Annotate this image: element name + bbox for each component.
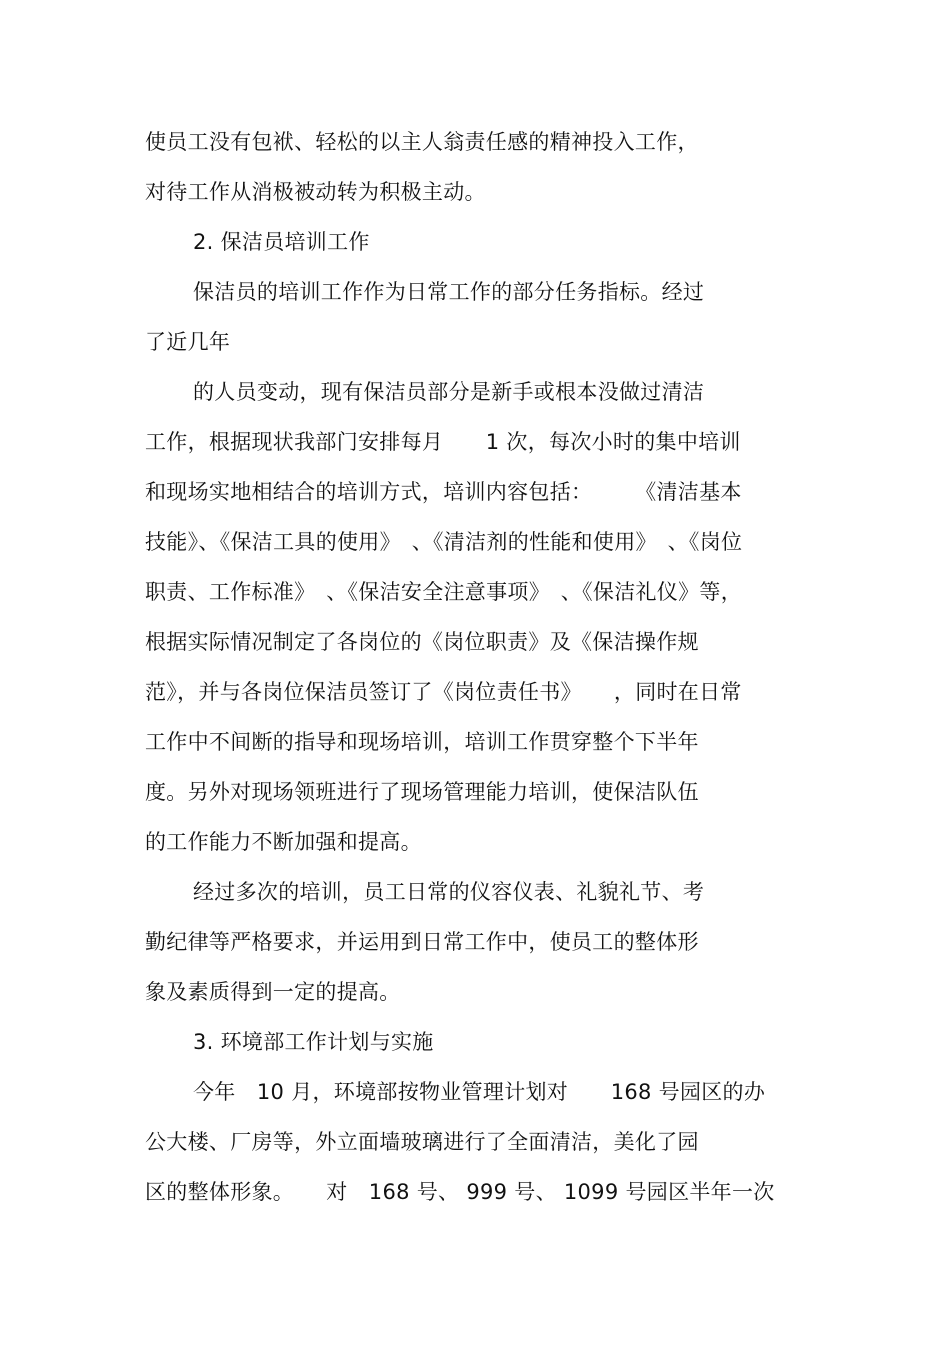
paragraph-line: 范》，并与各岗位保洁员签订了《岗位责任书》 ，同时在日常	[145, 680, 742, 704]
paragraph-line: 区的整体形象。 对 168 号、 999 号、 1099 号园区半年一次	[145, 1180, 775, 1204]
paragraph-line: 了近几年	[145, 330, 231, 354]
section-heading: 2. 保洁员培训工作	[193, 230, 370, 254]
paragraph-line: 度。另外对现场领班进行了现场管理能力培训，使保洁队伍	[145, 780, 699, 804]
paragraph-line: 对待工作从消极被动转为积极主动。	[145, 180, 486, 204]
paragraph-line: 象及素质得到一定的提高。	[145, 980, 401, 1004]
paragraph-line: 的人员变动，现有保洁员部分是新手或根本没做过清洁	[193, 380, 705, 404]
paragraph-line: 职责、工作标准》 、《保洁安全注意事项》 、《保洁礼仪》等，	[145, 580, 742, 604]
paragraph-line: 保洁员的培训工作作为日常工作的部分任务指标。经过	[193, 280, 705, 304]
paragraph-line: 使员工没有包袱、轻松的以主人翁责任感的精神投入工作，	[145, 130, 699, 154]
paragraph-line: 经过多次的培训，员工日常的仪容仪表、礼貌礼节、考	[193, 880, 705, 904]
section-heading: 3. 环境部工作计划与实施	[193, 1030, 434, 1054]
paragraph-line: 公大楼、厂房等，外立面墙玻璃进行了全面清洁，美化了园	[145, 1130, 699, 1154]
paragraph-line: 的工作能力不断加强和提高。	[145, 830, 422, 854]
paragraph-line: 根据实际情况制定了各岗位的《岗位职责》及《保洁操作规	[145, 630, 699, 654]
paragraph-line: 勤纪律等严格要求，并运用到日常工作中，使员工的整体形	[145, 930, 699, 954]
paragraph-line: 和现场实地相结合的培训方式，培训内容包括： 《清洁基本	[145, 480, 742, 504]
paragraph-line: 工作，根据现状我部门安排每月 1 次，每次小时的集中培训	[145, 430, 741, 454]
paragraph-line: 工作中不间断的指导和现场培训，培训工作贯穿整个下半年	[145, 730, 699, 754]
paragraph-line: 今年 10 月，环境部按物业管理计划对 168 号园区的办	[193, 1080, 766, 1104]
paragraph-line: 技能》、《保洁工具的使用》 、《清洁剂的性能和使用》 、《岗位	[145, 530, 743, 554]
